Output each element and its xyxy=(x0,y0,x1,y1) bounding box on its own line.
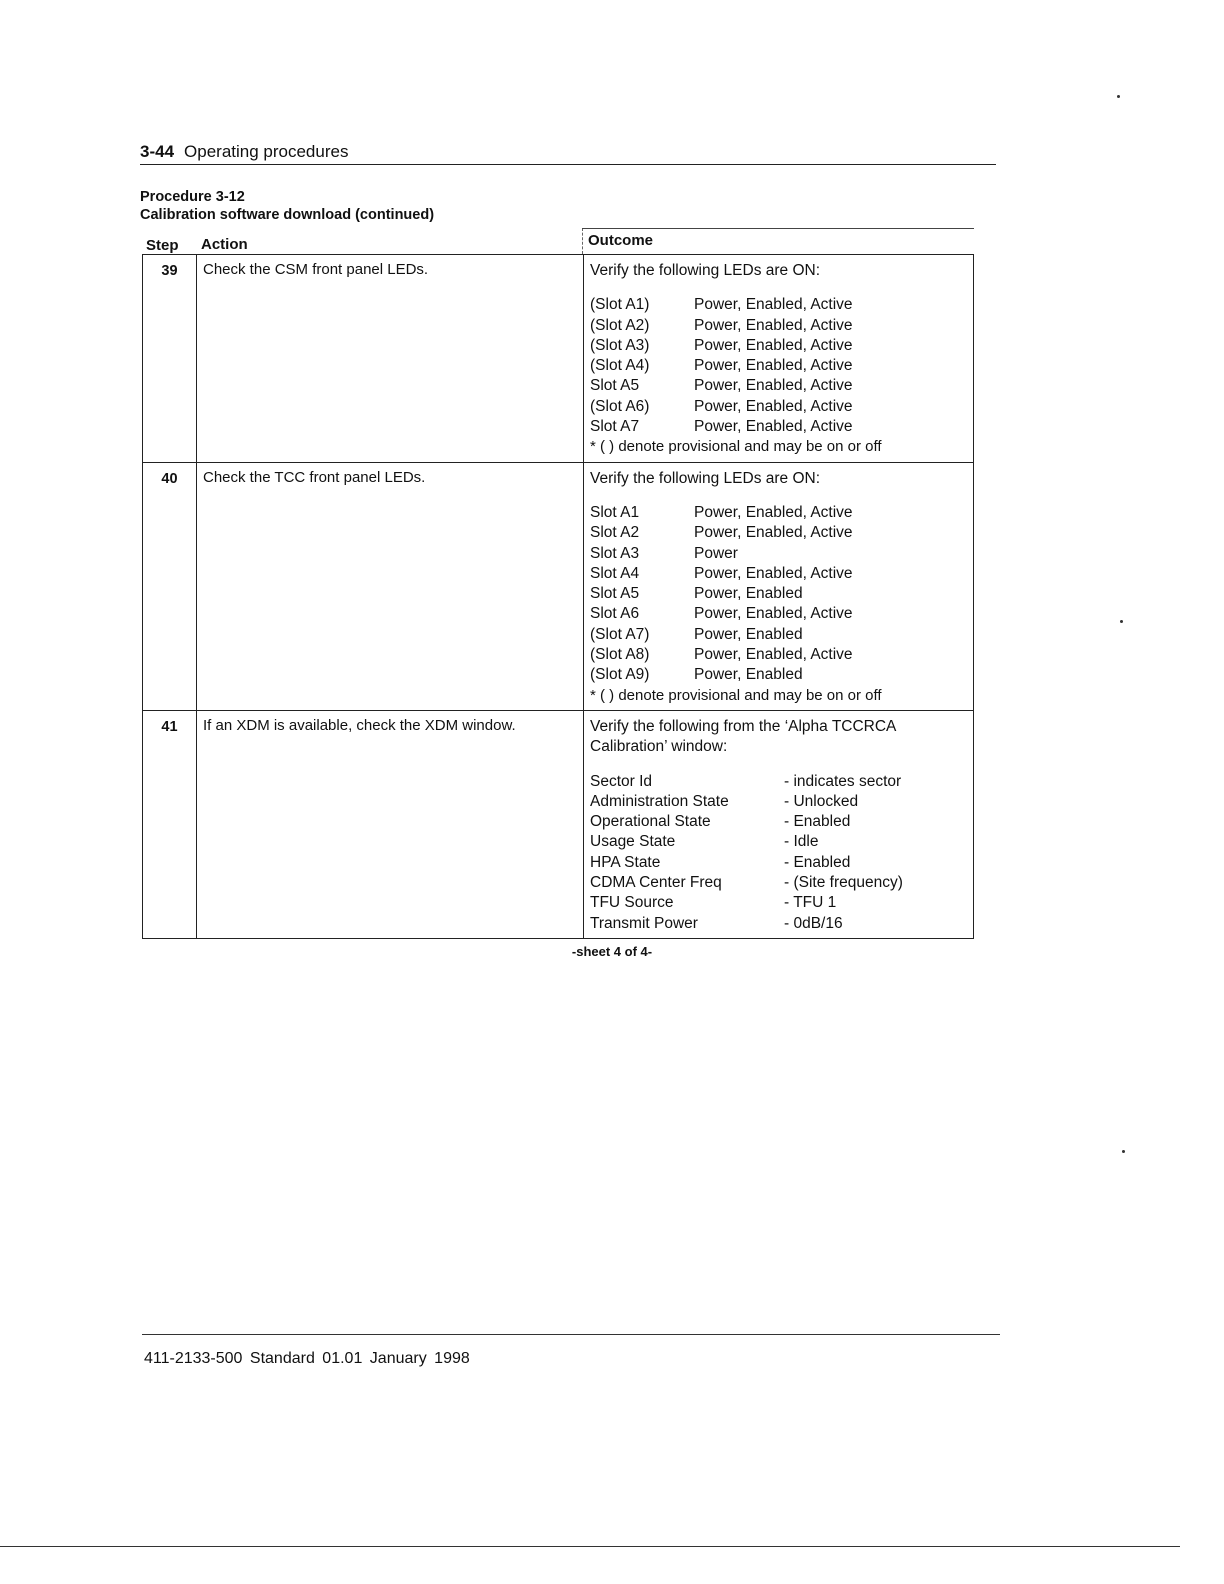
slot-label: (Slot A2) xyxy=(590,316,650,334)
led-line xyxy=(590,295,969,315)
column-header-step: Step xyxy=(146,237,179,254)
step-outcome xyxy=(583,711,973,938)
state-label: Administration State xyxy=(590,792,729,810)
led-states: Power, Enabled xyxy=(694,585,803,603)
led-line xyxy=(590,336,969,356)
led-line xyxy=(590,665,969,685)
state-value: - Enabled xyxy=(784,853,851,871)
page-footer xyxy=(144,1350,470,1368)
table-header xyxy=(142,228,974,254)
led-line xyxy=(590,523,969,543)
state-label: Sector Id xyxy=(590,772,653,790)
doc-date: January 1998 xyxy=(369,1350,470,1367)
led-line xyxy=(590,604,969,624)
state-line xyxy=(590,812,969,832)
led-line xyxy=(590,625,969,645)
state-label: TFU Source xyxy=(590,894,674,912)
sheet-indicator: -sheet 4 of 4- xyxy=(571,944,653,959)
led-line xyxy=(590,544,969,564)
step-number: 40 xyxy=(143,463,197,710)
led-states: Power, Enabled, Active xyxy=(694,336,853,354)
doc-number: 411-2133-500 xyxy=(144,1350,243,1367)
slot-label: Slot A6 xyxy=(590,605,640,623)
led-states: Power, Enabled, Active xyxy=(694,418,853,436)
led-states: Power, Enabled, Active xyxy=(694,377,853,395)
led-states: Power, Enabled, Active xyxy=(694,397,853,415)
led-line xyxy=(590,584,969,604)
state-value: - 0dB/16 xyxy=(784,914,843,932)
led-line xyxy=(590,503,969,523)
step-action: Check the TCC front panel LEDs. xyxy=(203,468,426,486)
procedure-number: Procedure 3-12 xyxy=(140,189,245,205)
column-header-action: Action xyxy=(201,236,248,253)
slot-label: Slot A3 xyxy=(590,544,640,562)
slot-label: (Slot A7) xyxy=(590,625,650,643)
state-label: Operational State xyxy=(590,813,711,831)
state-label: CDMA Center Freq xyxy=(590,874,722,892)
step-number: 39 xyxy=(143,255,197,462)
state-value: - TFU 1 xyxy=(784,894,837,912)
state-value: - Enabled xyxy=(784,813,851,831)
state-value: - (Site frequency) xyxy=(784,874,903,892)
outcome-intro: Verify the following from the ‘Alpha TCCRCA xyxy=(590,717,897,735)
outcome-intro: Verify the following LEDs are ON: xyxy=(590,469,821,487)
led-line xyxy=(590,417,969,437)
scan-speck xyxy=(1117,95,1120,98)
step-action: Check the CSM front panel LEDs. xyxy=(203,261,429,278)
state-line xyxy=(590,853,969,873)
led-states: Power, Enabled xyxy=(694,625,803,643)
state-label: Transmit Power xyxy=(590,914,698,932)
section-title: Operating procedures xyxy=(184,142,349,161)
scan-edge-line xyxy=(0,1546,1180,1547)
led-states: Power xyxy=(694,544,738,562)
scan-speck xyxy=(1120,620,1123,623)
led-states: Power, Enabled, Active xyxy=(694,503,853,521)
state-label: HPA State xyxy=(590,853,661,871)
page-number: 3-44 xyxy=(140,142,175,161)
slot-label: (Slot A4) xyxy=(590,357,650,375)
state-label: Usage State xyxy=(590,833,676,851)
slot-label: Slot A2 xyxy=(590,524,640,542)
slot-label: (Slot A8) xyxy=(590,646,650,664)
table-row xyxy=(142,254,974,462)
led-states: Power, Enabled, Active xyxy=(694,605,853,623)
led-line xyxy=(590,376,969,396)
led-states: Power, Enabled, Active xyxy=(694,357,853,375)
state-value: - Unlocked xyxy=(784,792,859,810)
slot-label: Slot A5 xyxy=(590,377,640,395)
page-header xyxy=(140,142,996,165)
state-line xyxy=(590,792,969,812)
slot-label: (Slot A6) xyxy=(590,397,650,415)
step-action: If an XDM is available, check the XDM window. xyxy=(203,716,516,734)
state-line xyxy=(590,832,969,852)
outcome-intro-cont: Calibration’ window: xyxy=(590,738,728,756)
procedure-title: Calibration software download (continued) xyxy=(140,207,435,223)
procedure-heading xyxy=(140,188,434,224)
provisional-note: * ( ) denote provisional and may be on or off xyxy=(590,686,882,704)
led-line xyxy=(590,645,969,665)
state-line xyxy=(590,873,969,893)
header-divider xyxy=(582,228,583,254)
led-states: Power, Enabled, Active xyxy=(694,296,853,314)
doc-version: 01.01 xyxy=(322,1350,363,1367)
step-outcome xyxy=(583,255,973,462)
slot-label: (Slot A1) xyxy=(590,296,650,314)
table-row xyxy=(142,710,974,939)
led-states: Power, Enabled, Active xyxy=(694,646,853,664)
slot-label: (Slot A3) xyxy=(590,336,650,354)
step-outcome xyxy=(583,463,973,710)
led-states: Power, Enabled, Active xyxy=(694,564,853,582)
led-line xyxy=(590,564,969,584)
slot-label: Slot A5 xyxy=(590,585,640,603)
provisional-note: * ( ) denote provisional and may be on or off xyxy=(590,438,882,456)
slot-label: (Slot A9) xyxy=(590,666,650,684)
header-rule xyxy=(582,228,974,229)
footer-rule xyxy=(142,1334,1000,1335)
led-states: Power, Enabled, Active xyxy=(694,316,853,334)
scan-speck xyxy=(1122,1150,1125,1153)
doc-status: Standard xyxy=(249,1350,315,1367)
column-header-outcome: Outcome xyxy=(588,232,654,249)
slot-label: Slot A4 xyxy=(590,564,640,582)
led-states: Power, Enabled xyxy=(694,666,803,684)
led-states: Power, Enabled, Active xyxy=(694,524,853,542)
slot-label: Slot A1 xyxy=(590,503,640,521)
step-number: 41 xyxy=(143,711,197,938)
led-line xyxy=(590,316,969,336)
outcome-intro: Verify the following LEDs are ON: xyxy=(590,262,821,279)
state-line xyxy=(590,914,969,934)
state-line xyxy=(590,772,969,792)
state-line xyxy=(590,893,969,913)
state-value: - Idle xyxy=(784,833,819,851)
procedure-table xyxy=(142,228,974,939)
led-line xyxy=(590,397,969,417)
table-row xyxy=(142,462,974,710)
led-line xyxy=(590,356,969,376)
slot-label: Slot A7 xyxy=(590,418,640,436)
state-value: - indicates sector xyxy=(784,772,902,790)
